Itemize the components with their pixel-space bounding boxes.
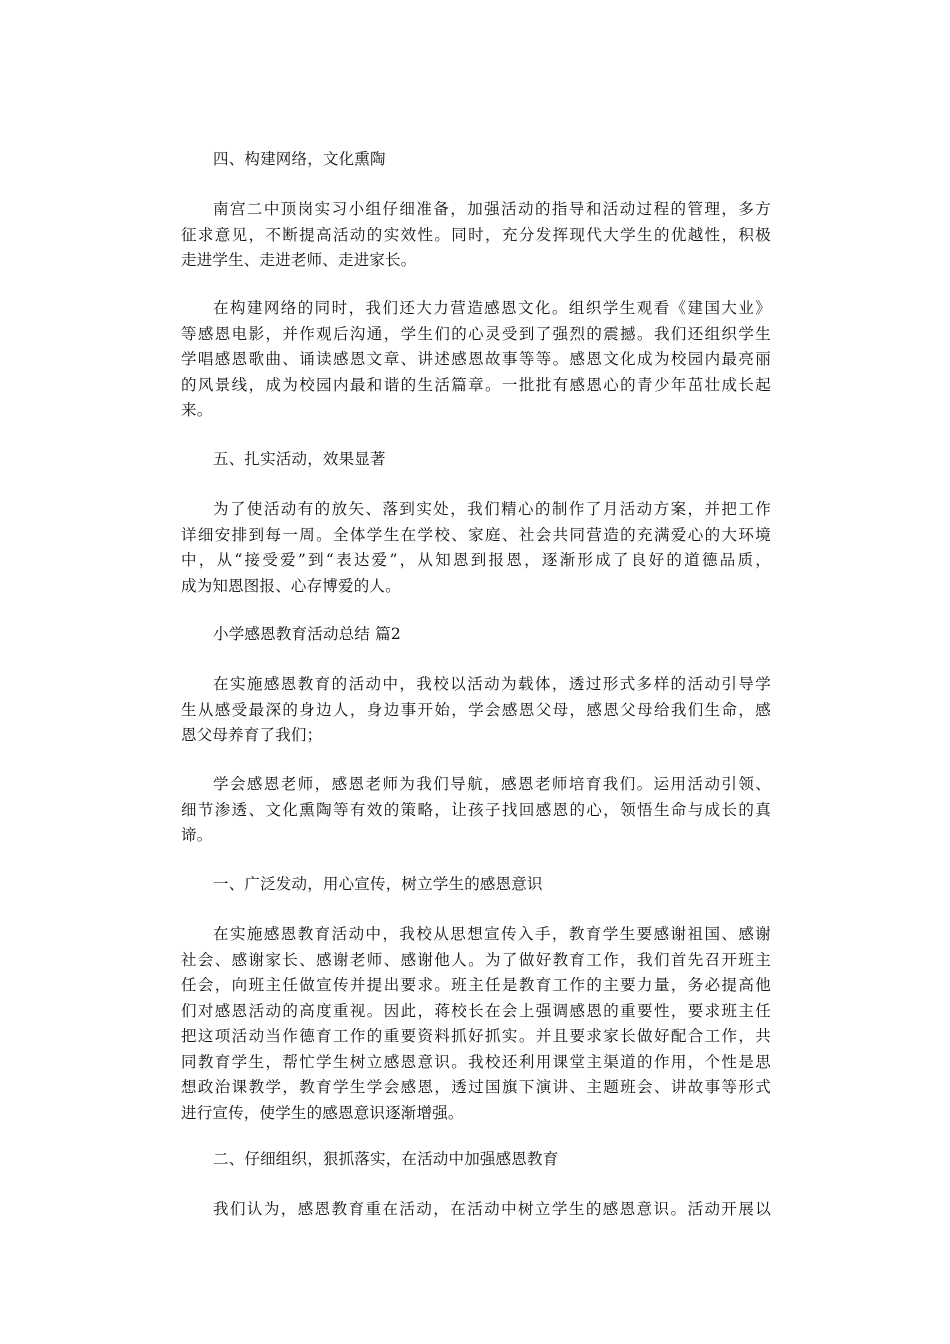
paragraph [181,1197,771,1223]
paragraph-line: 生从感受最深的身边人，身边事开始，学会感恩父母，感恩父母给我们生命，感 [181,700,771,719]
paragraph-line: 进行宣传，使学生的感恩意识逐渐增强。 [181,1103,464,1122]
paragraph-line: 在实施感恩教育的活动中，我校以活动为载体，透过形式多样的活动引导学 [213,675,771,693]
paragraph [181,772,771,849]
paragraph-line: 征求意见，不断提高活动的实效性。同时，充分发挥现代大学生的优越性，积极 [181,225,771,244]
paragraph-line: 把这项活动当作德育工作的重要资料抓好抓实。并且要求家长做好配合工作，共 [181,1027,771,1045]
paragraph-line: 来。 [181,401,213,419]
article-title [181,622,771,648]
paragraph-line: 在实施感恩教育活动中，我校从思想宣传入手，教育学生要感谢祖国、感谢 [213,925,771,943]
paragraph [181,497,771,599]
paragraph-line: 学会感恩老师，感恩老师为我们导航，感恩老师培育我们。运用活动引领、 [213,775,771,793]
paragraph [181,197,771,274]
paragraph-line: 学唱感恩歌曲、诵读感恩文章、讲述感恩故事等等。感恩文化成为校园内最亮丽 [181,350,771,368]
section-heading-5 [181,447,771,473]
heading-line: 二、仔细组织，狠抓落实，在活动中加强感恩教育 [213,1150,559,1168]
paragraph-line: 详细安排到每一周。全体学生在学校、家庭、社会共同营造的充满爱心的大环境 [181,525,771,544]
section-heading-4 [181,147,771,173]
paragraph-line: 为了使活动有的放矢、落到实处，我们精心的制作了月活动方案，并把工作 [213,500,771,518]
paragraph-line: 我们认为，感恩教育重在活动，在活动中树立学生的感恩意识。活动开展以 [213,1200,771,1218]
paragraph-line: 恩父母养育了我们； [181,726,323,744]
heading-line: 小学感恩教育活动总结 篇2 [213,625,401,643]
section-heading-2 [181,1147,771,1173]
heading-line: 四、构建网络，文化熏陶 [213,150,386,168]
paragraph-line: 成为知恩图报、心存博爱的人。 [181,576,401,595]
paragraph-line: 中，从“接受爱”到“表达爱”，从知恩到报恩，逐渐形成了良好的道德品质， [181,551,771,569]
paragraph-line: 社会、感谢家长、感谢老师、感谢他人。为了做好教育工作，我们首先召开班主 [181,950,771,969]
paragraph-line: 细节渗透、文化熏陶等有效的策略，让孩子找回感恩的心，领悟生命与成长的真 [181,800,771,819]
paragraph-line: 任会，向班主任做宣传并提出要求。班主任是教育工作的主要力量，务必提高他 [181,976,771,994]
paragraph-line: 同教育学生，帮忙学生树立感恩意识。我校还利用课堂主渠道的作用，个性是思 [181,1052,771,1071]
paragraph-line: 想政治课教学，教育学生学会感恩，透过国旗下演讲、主题班会、讲故事等形式 [181,1078,771,1096]
heading-line: 五、扎实活动，效果显著 [213,450,386,468]
paragraph-line: 在构建网络的同时，我们还大力营造感恩文化。组织学生观看《建国大业》 [213,299,771,317]
section-heading-1 [181,872,771,898]
paragraph-line: 们对感恩活动的高度重视。因此，蒋校长在会上强调感恩的重要性，要求班主任 [181,1001,771,1020]
paragraph-line: 等感恩电影，并作观后沟通，学生们的心灵受到了强烈的震撼。我们还组织学生 [181,324,771,343]
paragraph-line: 的风景线，成为校园内最和谐的生活篇章。一批批有感恩心的青少年茁壮成长起 [181,375,771,394]
paragraph [181,296,771,424]
paragraph [181,672,771,749]
paragraph-line: 走进学生、走进老师、走进家长。 [181,251,417,269]
paragraph-line: 南宫二中顶岗实习小组仔细准备，加强活动的指导和活动过程的管理，多方 [213,200,771,218]
heading-line: 一、广泛发动，用心宣传，树立学生的感恩意识 [213,875,543,893]
paragraph [181,922,771,1126]
paragraph-line: 谛。 [181,826,213,844]
